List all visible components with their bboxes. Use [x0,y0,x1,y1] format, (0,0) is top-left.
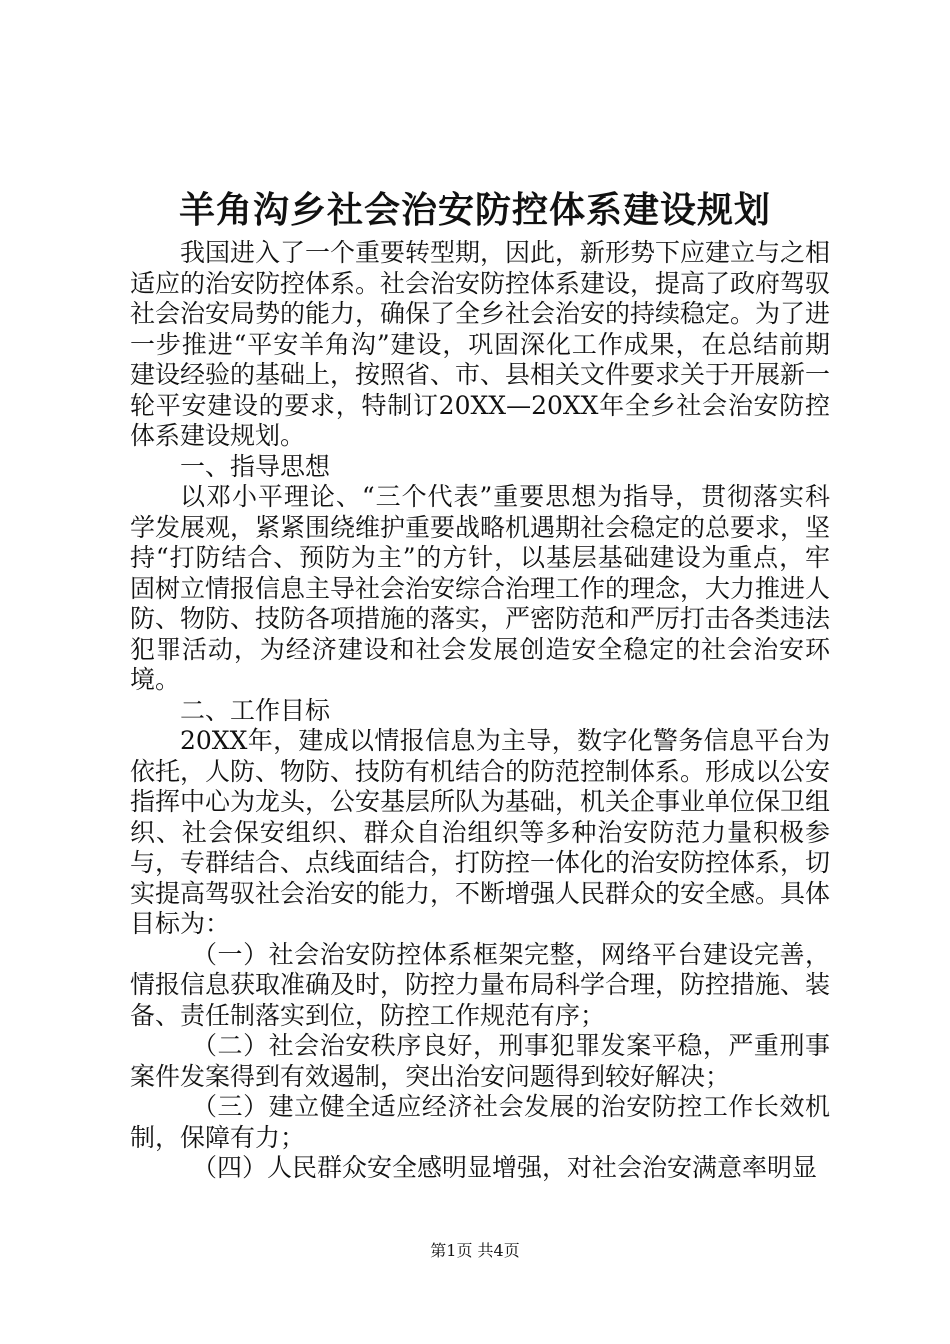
work-goals-paragraph: 20XX年，建成以情报信息为主导，数字化警务信息平台为依托，人防、物防、技防有机结合的防范控制体系。形成以公安指挥中心为龙头，公安基层所队为基础，机关企事业单位保卫组织、社会保安组织、群众自治组织等多种治安防范力量积极参与，专群结合、点线面结合，打防控一体化的治安防控体系，切实提高驾驭社会治安的能力，不断增强人民群众的安全感。具体目标为： [130,726,831,938]
document-title: 羊角沟乡社会治安防控体系建设规划 [178,189,771,231]
intro-paragraph: 我国进入了一个重要转型期，因此，新形势下应建立与之相适应的治安防控体系。社会治安防控体系建设，提高了政府驾驭社会治安局势的能力，确保了全乡社会治安的持续稳定。为了进一步推进“平安羊角沟”建设，巩固深化工作成果，在总结前期建设经验的基础上，按照省、市、县相关文件要求关于开展新一轮平安建设的要求，特制订20XX—20XX年全乡社会治安防控体系建设规划。 [130,238,831,450]
section-heading-work-goals: 二、工作目标 [180,695,331,725]
goal-item-4: （四）人民群众安全感明显增强，对社会治安满意率明显 [192,1153,818,1182]
goal-item-3: （三）建立健全适应经济社会发展的治安防控工作长效机制，保障有力； [130,1092,830,1152]
document-body [130,238,830,1184]
goal-item-1: （一）社会治安防控体系框架完整，网络平台建设完善，情报信息获取准确及时，防控力量布局科学合理，防控措施、装备、责任制落实到位，防控工作规范有序； [130,939,831,1030]
page-number-footer: 第1页 共4页 [430,1241,520,1260]
guiding-ideology-paragraph: 以邓小平理论、“三个代表”重要思想为指导，贯彻落实科学发展观，紧紧围绕维护重要战略机遇期社会稳定的总要求，坚持“打防结合、预防为主”的方针，以基层基础建设为重点，牢固树立情报信息主导社会治安综合治理工作的理念，大力推进人防、物防、技防各项措施的落实，严密防范和严厉打击各类违法犯罪活动，为经济建设和社会发展创造安全稳定的社会治安环境。 [130,482,831,694]
goal-item-2: （二）社会治安秩序良好，刑事犯罪发案平稳，严重刑事案件发案得到有效遏制，突出治安问题得到较好解决； [130,1031,830,1091]
section-heading-guiding-ideology: 一、指导思想 [180,451,331,481]
